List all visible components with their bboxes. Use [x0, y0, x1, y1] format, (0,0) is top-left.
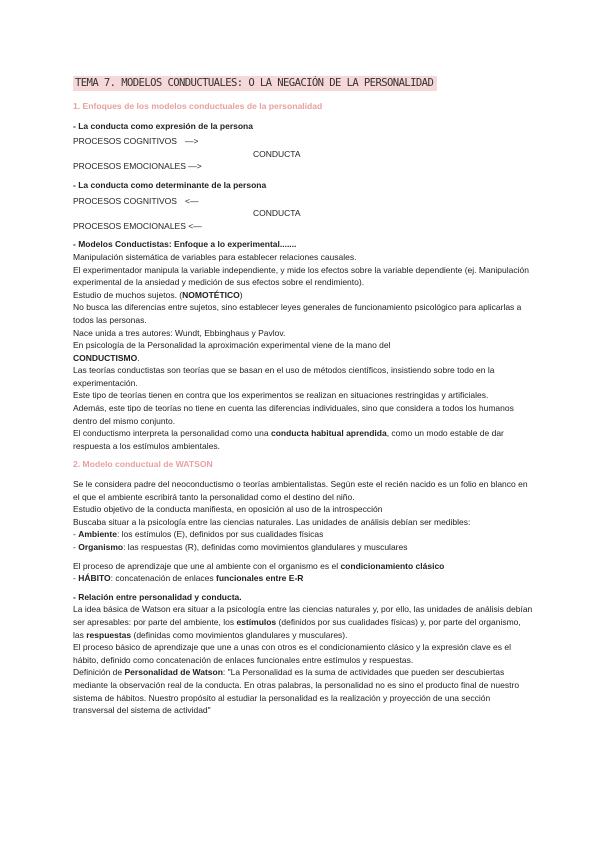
paragraph: La idea básica de Watson era situar a la psicología entre las ciencias naturales y, por ello, las unidades de análisis debían ser apresables: por parte del ambiente, los estímulos (definidos por sus cualidades físicas) y, por parte del organismo, las respuestas (definidas como movimientos glandulares y musculares). — [73, 604, 533, 640]
diagram1-cog-label: PROCESOS COGNITIVOS — [73, 136, 177, 147]
document-content — [73, 100, 533, 717]
diagram2-cog-row — [73, 195, 533, 208]
section1-heading: 1. Enfoques de los modelos conductuales de la personalidad — [73, 101, 323, 111]
paragraph: No busca las diferencias entre sujetos, sino establecer leyes generales de funcionamiento psicológico para aplicarlas a todos las personas. — [73, 302, 522, 325]
conductismo-bold: CONDUCTISMO — [73, 352, 138, 363]
document-title: TEMA 7. MODELOS CONDUCTUALES: O LA NEGACIÓN DE LA PERSONALIDAD — [73, 76, 437, 91]
title-wrap — [73, 73, 437, 91]
section1-sub2: - La conducta como determinante de la persona — [73, 179, 267, 190]
diagram1-cog-arrow: —> — [185, 136, 199, 147]
paragraph: Estudio de muchos sujetos. (NOMOTÉTICO) — [73, 289, 243, 300]
section1-sub1: - La conducta como expresión de la persona — [73, 120, 253, 131]
diagram2-emo: PROCESOS EMOCIONALES <— — [73, 220, 202, 231]
paragraph: El proceso básico de aprendizaje que une a unas con otros es el condicionamiento clásico y la expresión clave es el hábito, definido como concatenación de enlaces funcionales entre estímulos y respuestas. — [73, 642, 512, 665]
diagram2-cog-label: PROCESOS COGNITIVOS — [73, 195, 177, 206]
paragraph: Este tipo de teorías tienen en contra que los experimentos se realizan en situaciones restringidas y artificiales. — [73, 390, 489, 401]
paragraph: CONDUCTISMO. — [73, 352, 140, 363]
diagram2-conducta: CONDUCTA — [253, 208, 301, 219]
paragraph: Además, este tipo de teorías no tiene en cuenta las diferencias individuales, sino que considera a todos los humanos dentro del mismo conjunto. — [73, 403, 514, 426]
nomotetico-bold: NOMOTÉTICO — [182, 289, 240, 300]
paragraph: Buscaba situar a la psicología entre las ciencias naturales. Las unidades de análisis debían ser medibles: — [73, 516, 471, 527]
paragraph: Se le considera padre del neoconductismo o teorías ambientalistas. Según este el recién nacido es un folio en blanco en el que el ambiente escribirá tanto la personalidad como el destino del niño. — [73, 479, 528, 502]
paragraph: Definición de Personalidad de Watson: "La Personalidad es la suma de actividades que pueden ser descubiertas mediante la observación real de la conducta. En otras palabras, la personalidad no es sino el producto final de nuestro sistema de hábitos. Nuestro propósito al estudiar la personalidad es la realización y proyección de una sección transversal del sistema de actividad" — [73, 667, 520, 716]
list-item: - HÁBITO: concatenación de enlaces funcionales entre E-R — [73, 573, 304, 584]
paragraph: Estudio objetivo de la conducta manifiesta, en oposición al uso de la introspección — [73, 504, 383, 515]
paragraph: Manipulación sistemática de variables para establecer relaciones causales. — [73, 251, 357, 262]
paragraph: El experimentador manipula la variable independiente, y mide los efectos sobre la variable dependiente (ej. Manipulación experimental de la ansiedad y medición de sus efectos sobre el rendimiento). — [73, 264, 529, 288]
list-item: - Ambiente: los estímulos (E), definidos por sus cualidades físicas — [73, 529, 324, 540]
conducta-habitual-bold: conducta habitual aprendida — [270, 428, 387, 439]
section1-sub3: - Modelos Conductistas: Enfoque a lo experimental....... — [73, 239, 297, 250]
paragraph: El proceso de aprendizaje que une al ambiente con el organismo es el condicionamiento clásico — [73, 560, 445, 571]
diagram1-conducta: CONDUCTA — [253, 148, 301, 159]
diagram1-emo: PROCESOS EMOCIONALES —> — [73, 161, 202, 172]
paragraph: Las teorías conductistas son teorías que se basan en el uso de métodos científicos, insistiendo sobre todo en la experimentación. — [73, 365, 495, 388]
diagram1-cog-row — [73, 135, 533, 148]
diagram2-cog-arrow: <— — [185, 195, 199, 206]
section2-heading: 2. Modelo conductual de WATSON — [73, 459, 213, 470]
paragraph: En psicología de la Personalidad la aproximación experimental viene de la mano del — [73, 340, 391, 351]
section2-sub: - Relación entre personalidad y conducta. — [73, 591, 242, 602]
list-item: - Organismo: las respuestas (R), definidas como movimientos glandulares y musculares — [73, 542, 408, 552]
paragraph: Nace unida a tres autores: Wundt, Ebbinghaus y Pavlov. — [73, 327, 286, 338]
paragraph: El conductismo interpreta la personalidad como una conducta habitual aprendida, como un modo estable de dar respuesta a los estímulos ambientales. — [73, 428, 504, 451]
